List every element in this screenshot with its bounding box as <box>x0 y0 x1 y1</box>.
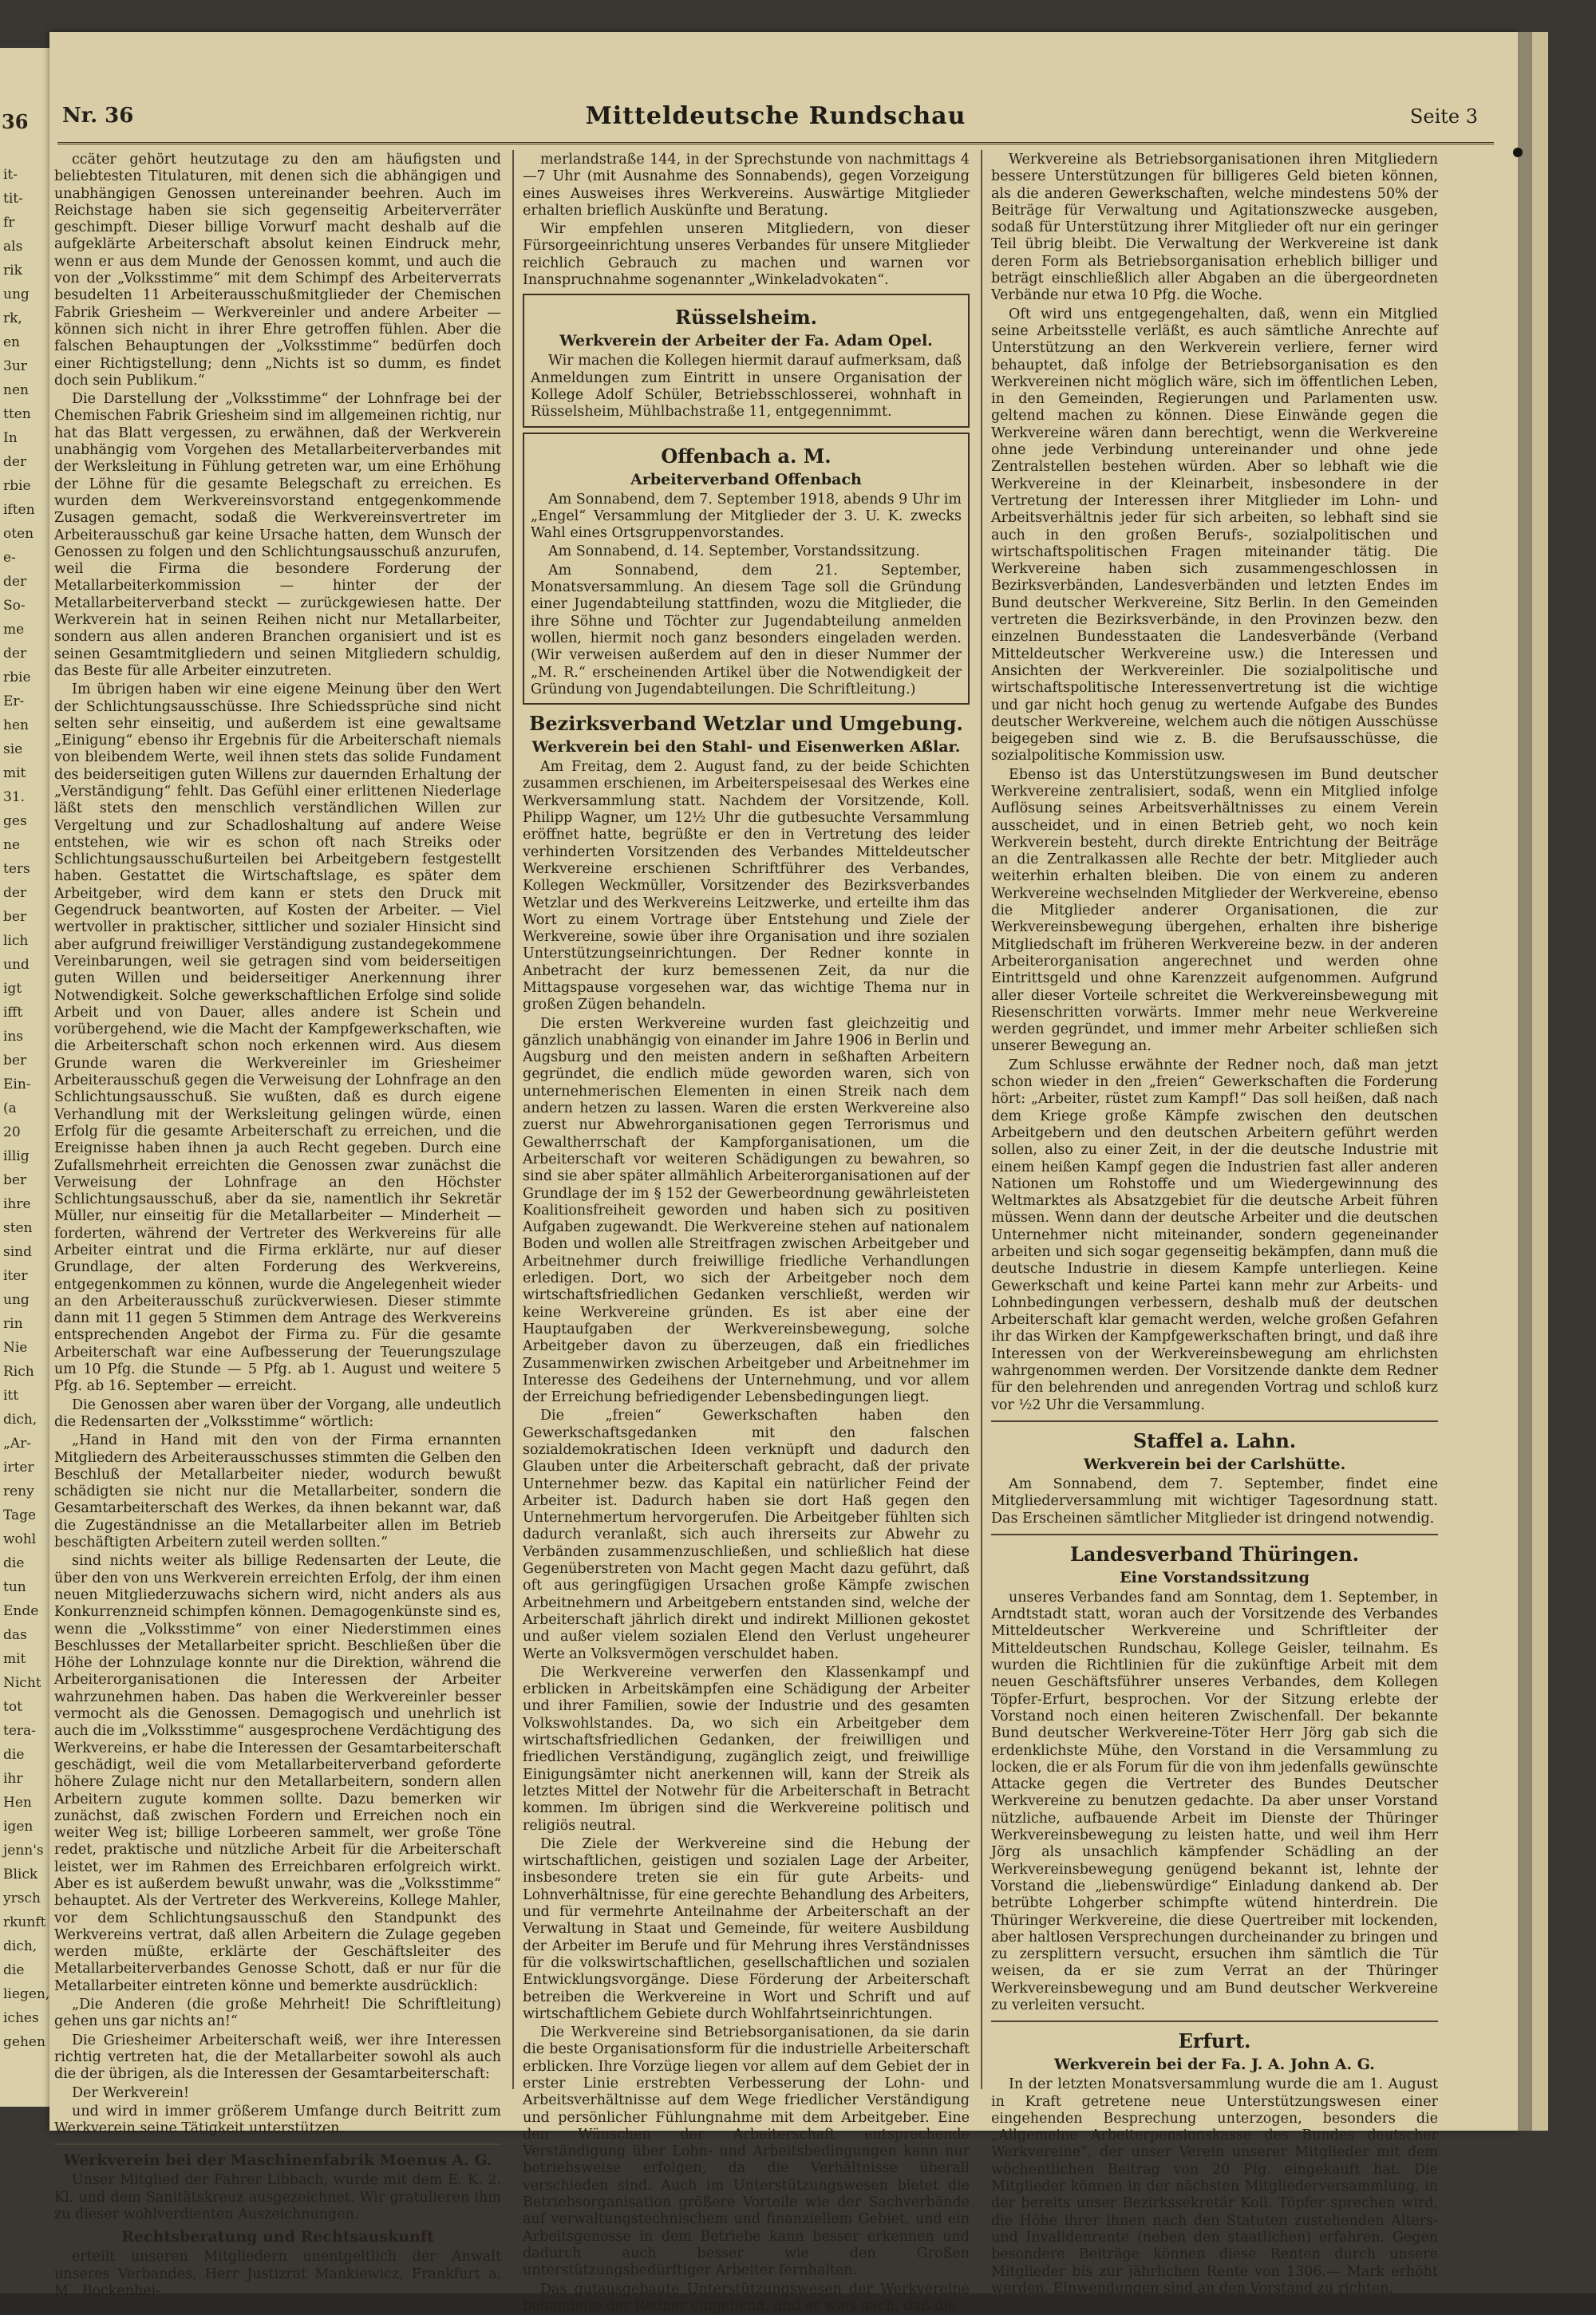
ruesselsheim-subheading: Werkverein der Arbeiter der Fa. Adam Opel. <box>559 332 933 350</box>
offenbach-text <box>531 492 962 699</box>
legal-advice-heading: Rechtsberatung und Rechtsauskunft <box>121 2228 434 2246</box>
divider <box>991 1534 1438 1535</box>
text-fragment: Nie <box>3 1340 28 1356</box>
paragraph: Am Freitag, dem 2. August fand, zu der beide Schichten zusammen erschienen, im Arbeiterspeisesaal des Werkes eine Werkversammlung statt. Nachdem der Vorsitzende, Koll. Philipp Wagner, um 12½ Uhr die gutbesuchte Versammlung eröffnet hatte, begrüßte er den in Vertretung des leider verhinderten Vorsitzenden des Verbandes Mitteldeutscher Werkvereine erschienen Schriftführer des Verbandes, Kollegen Weckmüller, Vorsitzender des Bezirksverbandes Wetzlar und des Werkvereins Leitzwerke, und erteilte ihm das Wort zu einem Vortrage über Entstehung und Ziele der Werkvereine, sowie über ihre Organisation und ihre sozialen Unterstützungseinrichtungen. Der Redner konnte in Anbetracht der kurz bemessenen Zeit, da nur die Mittagspause vorgesehen war, das wichtige Thema nur in großen Zügen behandeln. <box>523 759 970 1013</box>
text-fragment: „Ar- <box>3 1436 31 1452</box>
text-fragment: me <box>3 622 25 638</box>
text-fragment: als <box>3 239 23 255</box>
paragraph: Ebenso ist das Unterstützungswesen im Bund deutscher Werkvereine zentralisiert, sodaß, wenn ein Mitglied infolge Auflösung seines Arbeitsverhältnisses zu einem Verein ausscheidet, und in einen Betrieb geht, wo noch kein Werkverein besteht, durch direkte Entrichtung der Beiträge an die Zentralkassen alle Rechte der betr. Mitglieder auch weiterhin erhalten bleiben. Die von einem zu anderen Werkvereine wechselnden Mitglieder der Werkvereine, ebenso die Mitglieder anderer Organisationen, die zur Werkvereinsbewegung übergehen, erhalten ihre bisherige Mitgliedschaft im früheren Werkvereine bezw. in der anderen Arbeiterorganisation angerechnet und werden ohne Eintrittsgeld und ohne Karenzzeit aufgenommen. Aufgrund aller dieser Vorteile schreitet die Werkvereinsbewegung mit Riesenschritten vorwärts. Immer mehr neue Werkvereine werden gegründet, und immer mehr Arbeiter schließen sich unserer Bewegung an. <box>991 766 1438 1055</box>
text-fragment: rbie <box>3 670 31 685</box>
text-fragment: sten <box>3 1220 33 1236</box>
paragraph: Am Sonnabend, d. 14. September, Vorstandssitzung. <box>548 543 920 560</box>
offenbach-heading: Offenbach a. M. <box>661 444 832 468</box>
paragraph: Die Genossen aber waren über der Vorgang, alle undeutlich die Redensarten der „Volksstimme“ wörtlich: <box>54 1397 501 1430</box>
text-fragment: fr <box>3 215 15 231</box>
thueringen-subheading: Eine Vorstandssitzung <box>1120 1568 1310 1586</box>
text-fragment: ber <box>3 909 27 925</box>
staffel-heading: Staffel a. Lahn. <box>1132 1428 1297 1452</box>
previous-page-edge <box>0 48 51 2107</box>
wetzlar-subheading: Werkverein bei den Stahl- und Eisenwerken Aßlar. <box>531 738 961 757</box>
text-fragment: oten <box>3 526 34 542</box>
text-fragment: wohl <box>3 1531 37 1547</box>
text-fragment: ins <box>3 1029 24 1045</box>
legal-advice-recommendation: Wir empfehlen unseren Mitgliedern, von dieser Fürsorgeeinrichtung unseres Verbandes für unsere Mitglieder reichlich Gebrauch zu machen und warnen vor Inanspruchnahme sogenannter „Winkeladvokaten“. <box>523 221 970 289</box>
page-stack-edge <box>1532 32 1548 2131</box>
paragraph: Der Werkverein! <box>72 2084 190 2101</box>
masthead-title: Mitteldeutsche Rundschau <box>585 102 966 130</box>
page-header <box>57 94 1494 144</box>
text-fragment: hen <box>3 717 29 733</box>
text-fragment: mit <box>3 1651 26 1667</box>
text-fragment: Nicht <box>3 1675 41 1691</box>
text-fragment: Ein- <box>3 1077 31 1092</box>
col1-article <box>54 152 501 2137</box>
paragraph: Das gutausgebaute Unterstützungswesen der Werkvereine behandelte der Redner eingehend, und er wies nach, daß die <box>523 2281 970 2314</box>
divider <box>54 2143 501 2145</box>
column-3 <box>991 152 1438 2297</box>
text-fragment: tun <box>3 1579 26 1595</box>
moenus-text: Unser Mitglied der Fahrer Libbach, wurde mit dem E. K. 2. Kl. und dem Sanitätskreuz ausgezeichnet. Wir gratulieren ihm zu dieser wohlverdienten Auszeichnungen. <box>54 2172 501 2223</box>
text-fragment: gehen <box>3 2034 45 2050</box>
column-rule <box>512 150 514 2089</box>
ruesselsheim-box <box>523 294 970 427</box>
text-fragment: tot <box>3 1699 22 1715</box>
column-rule <box>981 150 982 2089</box>
punch-hole-dot <box>1513 148 1523 157</box>
wetzlar-continued <box>991 152 1438 1414</box>
text-fragment: illig <box>3 1148 30 1164</box>
paragraph: sind nichts weiter als billige Redensarten der Leute, die über den von uns Werkverein erreichten Erfolg, der ihm einen neuen Mitgliederzuwachs sichern wird, nicht anders als aus Konkurrenzneid schimpfen können. Demagogenkünste sind es, wenn die „Volksstimme“ von einer Niederstimmen eines Beschlusses der Metallarbeiter spricht. Beschließen über die Höhe der Lohnzulage konnte nur die Direktion, während die Arbeiterorganisationen die Interessen der Arbeiter wahrzunehmen haben. Das haben die Werkvereinler besser vermocht als die Genossen. Demagogisch und unehrlich ist auch die im „Volksstimme“ ausgesprochene Verdächtigung des Werkvereins, er habe die Interessen der Gesamtarbeiterschaft geschädigt, weil die vom Metallarbeiterverband geforderte höhere Zulage nicht nur den Metallarbeitern, sondern allen Arbeitern zugute kommen sollte. Dazu bemerken wir zunächst, daß zwischen Fordern und Erreichen noch ein weiter Weg ist; billige Lorbeeren sammelt, wer große Töne redet, praktische und nützliche Arbeit für die Arbeiterschaft leistet, wer im Rahmen des Erreichbaren erfolgreich wirkt. Aber es ist außerdem bewußt unwahr, was die „Volksstimme“ behauptet. Als der Vertreter des Werkvereins, Kollege Mahler, vor dem Schlichtungsausschuß den Standpunkt des Werkvereins vertrat, daß allen Arbeitern die Zulage gegeben werden müßte, erklärte der Geschäftsleiter des Metallarbeiterverbandes Genosse Schott, daß er nur für die Metallarbeiter eintreten könne und bemerkte ausdrücklich: <box>54 1553 501 1994</box>
paragraph: Die ersten Werkvereine wurden fast gleichzeitig und gänzlich unabhängig von einander im Jahre 1906 in Berlin und Augsburg und den meisten andern in seßhaften Arbeitern gegründet, die endlich müde geworden waren, sich von unternehmerischen Elementen in einen Streik nach dem andern hetzen zu lassen. Waren die ersten Werkvereine also zuerst nur Abwehrorganisationen gegen Terrorismus und Gewaltherrschaft der Kampforganisationen, um die Arbeiterschaft vor weiteren Schädigungen zu bewahren, so sind sie aber später allmählich Arbeiterorganisationen auf der Grundlage der im § 152 der Gewerbeordnung gewährleisteten Koalitionsfreiheit geworden und haben sich zu positiven Aufgaben zugewandt. Die Werkvereine stehen auf nationalem Boden und wollen alle Streitfragen zwischen Arbeitgeber und Arbeitnehmer durch freiwillige friedliche Verhandlungen erledigen. Dort, wo sich der Arbeitgeber noch dem wirtschaftsfriedlichen Gedanken verschließt, werden wir keine Werkvereine gründen. Es ist aber eine der Hauptaufgaben der Werkvereinsbewegung, solche Arbeitgeber davon zu überzeugen, daß ein friedliches Zusammenwirken zwischen Arbeitgeber und Arbeitnehmer im Interesse des Gedeihens der Unternehmung, und vor allem der Erreichung befriedigender Lebensbedingungen liegt. <box>523 1015 970 1406</box>
wetzlar-text <box>523 759 970 2315</box>
text-fragment: ne <box>3 837 21 853</box>
text-fragment: itt <box>3 1388 19 1404</box>
text-fragment: der <box>3 574 27 590</box>
text-fragment: iches <box>3 2010 39 2026</box>
text-fragment: die <box>3 1747 25 1763</box>
text-fragment: rk, <box>3 310 22 326</box>
text-fragment: mit <box>3 765 26 781</box>
page-number: Seite 3 <box>1409 105 1478 128</box>
paragraph: „Hand in Hand mit den von der Firma ernannten Mitgliedern des Arbeiterausschusses stimmten die Gelben den Beschluß der Metallarbeiter nieder, wodurch bewußt schädigten sie nicht nur die Metallarbeiter, sondern die Gesamtarbeiterschaft des Werkes, da ihnen bekannt war, daß die Zugeständnisse an die Metallarbeiter allen im Betrieb beschäftigten Arbeitern zuteil werden sollten.“ <box>54 1432 501 1551</box>
issue-number: Nr. 36 <box>62 104 134 128</box>
text-fragment: Tage <box>3 1507 37 1523</box>
text-fragment: iter <box>3 1268 28 1284</box>
text-fragment: das <box>3 1627 27 1643</box>
paragraph: Die Werkvereine verwerfen den Klassenkampf und erblicken in Arbeitskämpfen eine Schädigung der Arbeiter und ihrer Familien, sowie der Industrie und des gesamten Volkswohlstandes. Da, wo sich ein Arbeitgeber dem wirtschaftsfriedlichen Gedanken, der freiwilligen und friedlichen Verständigung, zugänglich zeigt, und freiwillige Einigungsämter nicht anerkennen will, kann der Streik als letztes Mittel der Notwehr für die Arbeiterschaft in Betracht kommen. Im übrigen sind die Werkvereine politisch und religiös neutral. <box>523 1664 970 1834</box>
text-fragment: tera- <box>3 1723 36 1739</box>
paragraph: Die Griesheimer Arbeiterschaft weiß, wer ihre Interessen richtig vertreten hat, die der Metallarbeiter sowohl als auch die der übrigen, als die Interessen der Gesamtarbeiterschaft: <box>54 2032 501 2083</box>
text-fragment: die <box>3 1962 25 1978</box>
text-fragment: ung <box>3 1292 30 1308</box>
erfurt-text: In der letzten Monatsversammlung wurde die am 1. August in Kraft getretene neue Unterstützungswesen einer eingehenden Besprechung unterzogen, besonders die „Allgemeine Arbeiterpensionskasse des Bundes deutscher Werkvereine“, der unser Verein unserer Mitglieder mit dem wöchentlichen Beitrag von 20 Pfg. eingekauft hat. Die Mitglieder können in der nächsten Mitgliederversammlung, in der bereits unser Bezirkssekretär Koll. Töpfer sprechen wird, die Höhe ihrer ihnen nach den Statuten zustehenden Alters- und Invalidenrente (neben den staatlichen) erfahren. Gegen besondere Beiträge können diese Renten durch unsere Mitglieder bis zur jährlichen Rente von 1306.— Mark erhöht werden. Einwendungen sind an den Vorstand zu richten. <box>991 2076 1438 2297</box>
text-fragment: ges <box>3 813 27 829</box>
paragraph: Die Ziele der Werkvereine sind die Hebung der wirtschaftlichen, geistigen und sozialen Lage der Arbeiter, insbesondere treten sie ein für gute Arbeits- und Lohnverhältnisse, für eine gerechte Behandlung des Arbeiters, und für vermehrte Anteilnahme der Arbeiterschaft an der Verwaltung in Staat und Gemeinde, für weitere Ausbildung der Arbeiter im Berufe und für Mehrung ihres Verständnisses für die volkswirtschaftlichen, gesellschaftlichen und sozialen Entwicklungsvorgänge. Diese Förderung der Arbeiterschaft betreiben die Werkvereine in Wort und Schrift und auf wirtschaftlichem Gebiete durch Wohlfahrtseinrichtungen. <box>523 1835 970 2022</box>
thueringen-text: unseres Verbandes fand am Sonntag, dem 1. September, in Arndtstadt statt, woran auch der Vorsitzende des Verbandes Mitteldeutscher Werkvereine und Schriftleiter der Mitteldeutschen Rundschau, Kollege Geisler, teilnahm. Es wurden die Richtlinien für die zukünftige Arbeit mit dem neuen Geschäftsführer unseres Verbandes, dem Kollegen Töpfer-Erfurt, besprochen. Vor der Sitzung erlebte der Vorstand noch einen heiteren Zwischenfall. Der bekannte Bund deutscher Werkvereine-Töter Herr Jörg gab sich die erdenklichste Mühe, den Vorstand in die Versammlung zu locken, die er als Forum für die von ihm jedenfalls gewünschte Attacke gegen die Vertreter des Bundes Deutscher Werkvereine zu benutzen gedachte. Da aber unser Vorstand nützliche, aufbauende Arbeit im Dienste der Thüringer Werkvereinsbewegung zu leisten hatte, und weil ihm Herr Jörg als unsachlich kämpfender Schädling an der Werkvereinsbewegung genügend bekannt ist, lehnte der Vorstand die „liebenswürdige“ Einladung dankend ab. Der betrübte Lohgerber schimpfte wütend hinterdrein. Die Thüringer Werkvereine, die diese Quertreiber mit lockenden, aber haltlosen Versprechungen durcheinander zu bringen und zu zersplittern versucht, ersuchen ihm sämtlich die Tür weisen, da er sie zum Verrat an der Thüringer Werkvereinsbewegung und am Bund deutscher Werkvereine zu verleiten versucht. <box>991 1589 1438 2013</box>
text-fragment: sie <box>3 741 23 757</box>
paragraph: Im übrigen haben wir eine eigene Meinung über den Wert der Schlichtungsausschüsse. Ihre Schiedssprüche sind nicht selten sehr einseitig, und außerdem ist eine gewaltsame „Einigung“ ebenso ihr Ergebnis für die Arbeiterschaft niemals von bleibendem Werte, weil ihnen stets das solide Fundament des beiderseitigen guten Willens zur dauernden Erhaltung der „Verständigung“ fehlt. Das Gefühl einer erlittenen Niederlage läßt stets den menschlich verständlichen Willen zur Vergeltung und zur Schadloshaltung auf andere Weise entstehen, wie wir es schon oft nach Streiks oder Schlichtungsausschußurteilen bei Arbeitgebern festgestellt haben. Gestattet die Wirtschaftslage, es später dem Arbeitgeber, wird dem kann er stets den Druck mit Gegendruck beantworten, auf Kosten der Arbeiter. — Viel wertvoller in praktischer, sittlicher und sozialer Hinsicht sind aber aufgrund freiwilliger Verständigung zustandegekommene Vereinbarungen, weil sie getragen sind vom beiderseitigen guten Willen und beiderseitiger Anerkennung ihrer Notwendigkeit. Solche gewerkschaftlichen Erfolge sind solide Arbeit und von Dauer, alles andere ist Schein und vorübergehend, wie die Macht der Kampfgewerkschaften, wie die Arbeiterschaft schon noch erkennen wird. Aus diesem Grunde waren die Werkvereinler im Griesheimer Arbeiterausschuß gegen die Verweisung der Lohnfrage an den Schlichtungsausschuß. Sie wußten, daß es durch eigene Verhandlung mit der Werksleitung gelingen würde, einen Erfolg für die gesamte Arbeiterschaft zu erreichen, und die Ereignisse haben ihnen ja auch Recht gegeben. Durch eine Zufallsmehrheit erreichten die Genossen zwar zunächst die Verweisung der Lohnfrage an den Höchster Schlichtungsausschuß, aber da sie, namentlich ihr Sekretär Müller, nur einseitig für die Metallarbeiter — Minderheit — forderten, während der Vertreter des Werkvereins für alle Arbeiter eintrat und die Firma erklärte, nur auf dieser Grundlage, der alten Forderung des Werkvereins, entgegenkommen zu können, wurde die Angelegenheit wieder an den Arbeiterausschuß zurückverwiesen. Dieser stimmte dann mit 11 gegen 5 Stimmen dem Antrage des Werkvereins entsprechenden Angebot der Firma zu. Für die gesamte Arbeiterschaft war eine Aufbesserung der Teuerungszulage um 10 Pfg. die Stunde — 5 Pfg. ab 1. August und weitere 5 Pfg. ab 16. September — erreicht. <box>54 681 501 1395</box>
erfurt-subheading: Werkverein bei der Fa. J. A. John A. G. <box>1054 2056 1375 2074</box>
text-fragment: dich, <box>3 1938 38 1954</box>
text-fragment: yrsch <box>3 1890 41 1906</box>
paragraph: Zum Schlusse erwähnte der Redner noch, daß man jetzt schon wieder in den „freien“ Gewerkschaften die Forderung hört: „Arbeiter, rüstet zum Kampf!“ Das soll heißen, daß nach dem Kriege große Kämpfe zwischen den deutschen Arbeitgebern und den deutschen Arbeitern geführt werden sollen, also zu einer Zeit, in der die deutsche Industrie mit einem heißen Kampf gegen die Industrien fast aller anderen Nationen um Rohstoffe und um Wiedergewinnung des Weltmarktes als Absatzgebiet für die deutsche Arbeit führen müssen. Wenn dann der deutsche Arbeiter und die deutschen Unternehmer nicht miteinander, sondern gegeneinander arbeiten und sich sogar gegenseitig bekämpfen, dann muß die deutsche Industrie in diesem Kampfe unterliegen. Keine Gewerkschaft und keine Partei kann mehr zur Arbeits- und Lohnbedingungen verbessern, deshalb muß der deutschen Arbeiterschaft klar gemacht werden, welche großen Gefahren ihr das Wirken der Kampfgewerkschaften bringt, und daß ihre Interessen von der Werkvereinsbewegung am ehrlichsten wahrgenommen werden. Der Vorsitzende dankte dem Redner für den belehrenden und anregenden Vortrag und schloß kurz vor ½2 Uhr die Versammlung. <box>991 1057 1438 1413</box>
text-fragment: ber <box>3 1172 27 1188</box>
paragraph: Am Sonnabend, dem 21. September, Monatsversammlung. An diesem Tage soll die Gründung einer Jugendabteilung stattfinden, wozu die Mitglieder, die ihre Söhne und Töchter zur Jugendabteilung anmelden wollen, hiermit noch ganz besonders eingeladen werden. (Wir verweisen außerdem auf den in dieser Nummer der „M. R.“ erscheinenden Artikel über die Notwendigkeit der Gründung von Jugendabteilungen. Die Schriftleitung.) <box>531 562 962 697</box>
divider <box>991 1420 1438 1422</box>
offenbach-subheading: Arbeiterverband Offenbach <box>630 470 862 488</box>
text-fragment: ung <box>3 286 30 302</box>
paragraph: Die Darstellung der „Volksstimme“ der Lohnfrage bei der Chemischen Fabrik Griesheim sind im allgemeinen richtig, nur hat das Blatt vergessen, zu erwähnen, daß der Werkverein unabhängig vom Vorgehen des Metallarbeiterverbandes mit der Werksleitung in Fühlung getreten war, um eine Erhöhung der Löhne für die gesamte Belegschaft zu erreichen. Es wurden dem Werkvereinsvorstand entgegenkommende Zusagen gemacht, sodaß die Werkvereinsvertreter im Arbeiterausschuß gar keine Ursache hatten, dem Wunsch der Genossen zu folgen und den Schlichtungsausschuß anzurufen, weil die Firma die besondere Forderung der Metallarbeiterkommission — hinter der der Metallarbeiterverband steckt — zurückgewiesen hatte. Der Werkverein hat in seinen Reihen nicht nur Metallarbeiter, sondern aus allen anderen Branchen organisiert und ist es seinen Gesamtmitgliedern und seinen Mitgliedern schuldig, das Beste für alle Arbeiter einzutreten. <box>54 391 501 679</box>
wetzlar-heading: Bezirksverband Wetzlar und Umgebung. <box>529 712 963 736</box>
text-fragment: reny <box>3 1483 34 1499</box>
text-fragment: 3ur <box>3 358 27 374</box>
paragraph: Die Werkvereine sind Betriebsorganisationen, da sie darin die beste Organisationsform für die industrielle Arbeiterschaft erblicken. Ihre Vorzüge liegen vor allem auf dem Gebiet der in erster Linie erstrebten Verbesserung der Lohn- und Arbeitsverhältnisse auf dem Wege friedlicher Verständigung und persönlicher Fühlungnahme mit dem Arbeitgeber. Eine den Wünschen der Arbeiterschaft entsprechende Verständigung über Lohn- und Arbeitsbedingungen kann nur betriebsweise erfolgen, da die Verhältnisse überall verschieden sind. Auch im Unterstützungswesen bietet die Betriebsorganisation größere Vorteile wie der Sachverbände auf verwaltungstechnischem und finanziellem Gebiet, und ein Arbeitsgenosse in dem Betriebe kann besser erkennen und dadurch auch besser wie den Großen unterstützungsbedürftiger Arbeiter fernhalten. <box>523 2025 970 2279</box>
paragraph: ccäter gehört heutzutage zu den am häufigsten und beliebtesten Titulaturen, mit denen sich die abhängigen und unabhängigen Genossen untereinander beehren. Auch im Reichstage haben sie sich gegenseitig Arbeiterverräter geschimpft. Dieser billige Vorwurf macht deshalb auf die aufgeklärte Arbeiterschaft absolut keinen Eindruck mehr, wenn er aus dem Munde der Genossen kommt, und auch die von der „Volksstimme“ mit dem Schimpf des Arbeiterverrats besudelten 11 Arbeiterausschußmitglieder der Chemischen Fabrik Griesheim — Werkvereinler und andere Arbeiter — können sich nicht in ihrer Ehre getroffen fühlen. Aber die falschen Behauptungen der „Volksstimme“ bedürfen doch einer Richtigstellung; denn „Nichts ist so dumm, es findet doch sein Publikum.“ <box>54 152 501 389</box>
text-fragment: igt <box>3 981 22 997</box>
text-fragment: e- <box>3 550 16 566</box>
text-fragment: it- <box>3 167 18 183</box>
text-fragment: ihr <box>3 1771 23 1787</box>
text-fragment: rin <box>3 1316 23 1332</box>
text-fragment: sind <box>3 1244 32 1260</box>
offenbach-box <box>523 433 970 705</box>
paragraph: Werkvereine als Betriebsorganisationen ihren Mitgliedern bessere Unterstützungen für billigeres Geld bieten können, als die anderen Gewerkschaften, welche mindestens 50% der Beiträge für Verwaltung und Agitationszwecke ausgeben, sodaß für Unterstützung ihrer Mitglieder oft nur ein geringer Teil übrig bleibt. Die Verwaltung der Werkvereine ist dank deren Form als Betriebsorganisation erheblich billiger und beträgt einschließlich aller Abgaben an die übergeordneten Verbände nur etwa 10 Pfg. die Woche. <box>991 152 1438 304</box>
text-fragment: liegen, <box>3 1986 50 2002</box>
text-fragment: ifft <box>3 1005 23 1021</box>
paragraph: und wird in immer größerem Umfange durch Beitritt zum Werkverein seine Tätigkeit unterstützen. <box>54 2103 501 2137</box>
text-fragment: dich, <box>3 1412 38 1428</box>
ruesselsheim-text: Wir machen die Kollegen hiermit darauf aufmerksam, daß Anmeldungen zum Eintritt in unsere Organisation der Kollege Adolf Schüler, Betriebsschlosserei, wohnhaft in Rüsselsheim, Mühlbachstraße 11, entgegennimmt. <box>531 353 962 421</box>
text-fragment: Rich <box>3 1364 34 1380</box>
text-fragment: der <box>3 885 27 901</box>
text-fragment: en <box>3 334 21 350</box>
paragraph: Am Sonnabend, dem 7. September 1918, abends 9 Uhr im „Engel“ Versammlung der Mitglieder der 3. U. K. zwecks Wahl eines Ortsgruppenvorstandes. <box>531 491 962 542</box>
text-fragment: der <box>3 646 27 662</box>
newspaper-page <box>49 32 1518 2314</box>
erfurt-heading: Erfurt. <box>1178 2029 1251 2053</box>
text-fragment: 20 <box>3 1124 21 1140</box>
text-fragment: ber <box>3 1053 27 1069</box>
text-fragment: nen <box>3 382 29 398</box>
text-fragment: Hen <box>3 1795 32 1811</box>
text-fragment: Blick <box>3 1867 38 1882</box>
column-2 <box>523 152 970 2314</box>
text-fragment: lich <box>3 933 29 949</box>
text-fragment: irter <box>3 1460 34 1476</box>
divider <box>991 2021 1438 2022</box>
text-fragment: iften <box>3 502 35 518</box>
text-fragment: tten <box>3 406 31 422</box>
text-fragment: rik <box>3 263 22 279</box>
text-fragment: ihre <box>3 1196 31 1212</box>
text-fragment: und <box>3 957 30 973</box>
legal-advice-text: erteilt unseren Mitgliedern unentgeltlich der Anwalt unseres Verbandes, Herr Justizrat Mankiewicz, Frankfurt a. M., Bockenhei- <box>54 2249 501 2299</box>
column-1 <box>54 152 501 2299</box>
text-fragment: tit- <box>3 191 23 207</box>
text-fragment: Ende <box>3 1603 39 1619</box>
moenus-heading: Werkverein bei der Maschinenfabrik Moenus A. G. <box>63 2151 492 2170</box>
ruesselsheim-heading: Rüsselsheim. <box>675 306 817 330</box>
previous-page-number: 36 <box>2 110 29 133</box>
binding-edge <box>1518 32 1532 2131</box>
text-fragment: So- <box>3 598 26 614</box>
text-fragment: ters <box>3 861 30 877</box>
staffel-text: Am Sonnabend, dem 7. September, findet eine Mitgliederversammlung mit wichtiger Tagesordnung statt. Das Erscheinen sämtlicher Mitglieder ist dringend notwendig. <box>991 1476 1438 1527</box>
paragraph: „Die Anderen (die große Mehrheit! Die Schriftleitung) gehen uns gar nichts an!“ <box>54 1997 501 2030</box>
paragraph: Oft wird uns entgegengehalten, daß, wenn ein Mitglied seine Arbeitsstelle verläßt, es auch sämtliche Anrechte auf Unterstützung an den Werkverein verliere, ferner wird behauptet, daß infolge der Betriebsorganisation es den Werkvereinen nicht möglich wäre, sich im öffentlichen Leben, in den Gemeinden, Regierungen und Parlamenten usw. geltend machen zu können. Diese Einwände gegen die Werkvereine wären dann berechtigt, wenn die Werkvereine ohne jede Verbindung untereinander und ohne jede Zentralstellen bestehen würden. Aber so lebhaft wie die Werkvereine in der Kleinarbeit, insbesondere in der Vertretung der Interessen ihrer Mitglieder im Lohn- und Arbeitsverhältnis jeder für sich arbeiten, so lebhaft sind sie auch in den großen Berufs-, sozialpolitischen und wirtschaftspolitischen Fragen miteinander tätig. Die Werkvereine haben sich zusammengeschlossen in Bezirksverbänden, Landesverbänden und letzten Endes im Bund deutscher Werkvereine, Sitz Berlin. In den Gemeinden vertreten die Bezirksverbände, in den Provinzen bezw. den einzelnen Bundesstaaten die Landesverbände (Verband Mitteldeutscher Werkvereine usw.) die Interessen und Ansichten der Werkvereinler. Die sozialpolitische und wirtschaftspolitische Interessenvertretung ist die wichtige und gar nicht hoch genug zu wertende Aufgabe des Bundes deutscher Werkvereine, welchem auch die nötigen Ausschüsse beigegeben sind wie z. B. die Berufsausschüsse, die sozialpolitische Kommission usw. <box>991 306 1438 764</box>
thueringen-heading: Landesverband Thüringen. <box>1069 1542 1360 1566</box>
text-fragment: der <box>3 454 27 470</box>
text-fragment: igen <box>3 1819 34 1835</box>
text-fragment: jenn's <box>3 1843 44 1859</box>
text-fragment: Er- <box>3 693 25 709</box>
text-fragment: rbie <box>3 478 31 494</box>
paragraph: Die „freien“ Gewerkschaften haben den Gewerkschaftsgedanken mit den falschen sozialdemokratischen Ideen verknüpft und dadurch den Glauben unter die Arbeiterschaft gebracht, daß der private Unternehmer bezw. das Kapital ein natürlicher Feind der Arbeiter ist. Dadurch haben sie dort Haß gegen den Unternehmertum hervorgerufen. Die Arbeitgeber fühlten sich dadurch veranlaßt, sich auch ihrerseits zur Abwehr zu Verbänden zusammenzuschließen, und schließlich hat diese Gegenüberstreten von Macht gegen Macht dazu geführt, daß oft aus geringfügigen Ursachen große Kämpfe zwischen Arbeitnehmern und Arbeitgebern entstanden sind, welche der Arbeiterschaft jährlich direkt und indirekt Millionen gekostet und außer vielem sozialen Elend den Verlust ungeheurer Werte an Volksvermögen verschuldet haben. <box>523 1408 970 1662</box>
staffel-subheading: Werkverein bei der Carlshütte. <box>1083 1455 1346 1473</box>
text-fragment: die <box>3 1555 25 1571</box>
text-fragment: In <box>3 430 18 446</box>
text-fragment: rkunft <box>3 1914 46 1930</box>
text-fragment: 31. <box>3 789 26 805</box>
legal-advice-continued: merlandstraße 144, in der Sprechstunde von nachmittags 4—7 Uhr (mit Ausnahme des Sonnabends), gegen Vorzeigung eines Ausweises ihres Werkvereins. Auswärtige Mitglieder erhalten brieflich Auskünfte und Beratung. <box>523 152 970 219</box>
text-fragment: (a <box>3 1100 17 1116</box>
